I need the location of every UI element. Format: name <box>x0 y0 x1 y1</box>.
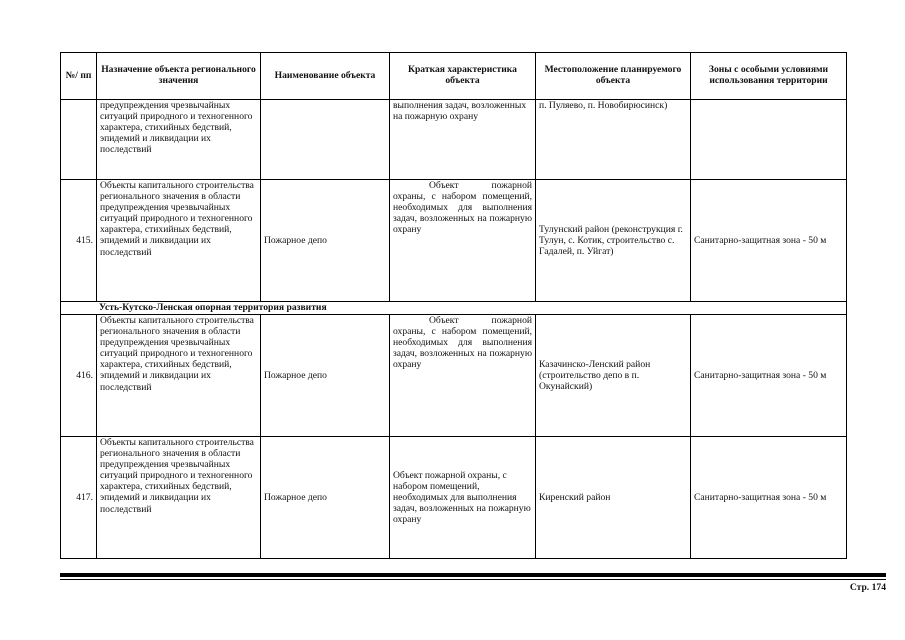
header-brief: Краткая характеристика объекта <box>390 53 536 100</box>
cell-brief <box>390 180 536 302</box>
table-row <box>61 180 847 302</box>
cell-num: 417. <box>61 437 97 559</box>
table-row-continued <box>61 100 847 180</box>
cell-name: Пожарное депо <box>261 437 390 559</box>
cell-num <box>61 100 97 180</box>
page-number: Стр. 174 <box>849 582 886 593</box>
cell-name: Пожарное депо <box>261 180 390 302</box>
header-zones: Зоны с особыми условиями использования территории <box>691 53 847 100</box>
cell-location: Казачинско-Ленский район (строительство депо в п. Окунайский) <box>536 315 691 437</box>
cell-brief-text: Объект пожарной охраны, с набором помещений, необходимых для выполнения задач, возложенных на пожарную охрану <box>393 315 532 371</box>
cell-location: Тулунский район (реконструкция г. Тулун, с. Котик, строительство с. Гадалей, п. Уйгат) <box>536 180 691 302</box>
cell-location: Киренский район <box>536 437 691 559</box>
cell-zones: Санитарно-защитная зона - 50 м <box>691 180 847 302</box>
footer-rule-thick <box>60 573 886 577</box>
section-title: Усть-Кутско-Ленская опорная территория развития <box>61 302 847 315</box>
cell-brief-text: Объект пожарной охраны, с набором помещений, необходимых для выполнения задач, возложенных на пожарную охрану <box>393 180 532 236</box>
cell-location: п. Пуляево, п. Новобирюсинск) <box>536 100 691 180</box>
cell-purpose: Объекты капитального строительства регионального значения в области предупреждения чрезвычайных ситуаций природного и техногенного характера, стихийных бедствий, эпидемий и ликвидации их последствий <box>97 180 261 302</box>
cell-zones: Санитарно-защитная зона - 50 м <box>691 437 847 559</box>
header-name: Наименование объекта <box>261 53 390 100</box>
cell-num: 415. <box>61 180 97 302</box>
header-num: №/ пп <box>61 53 97 100</box>
cell-name <box>261 100 390 180</box>
table-row <box>61 315 847 437</box>
cell-brief: выполнения задач, возложенных на пожарную охрану <box>390 100 536 180</box>
section-row <box>61 302 847 315</box>
cell-brief <box>390 315 536 437</box>
table-row <box>61 437 847 559</box>
header-location: Местоположение планируемого объекта <box>536 53 691 100</box>
header-purpose: Назначение объекта регионального значения <box>97 53 261 100</box>
cell-zones: Санитарно-защитная зона - 50 м <box>691 315 847 437</box>
cell-purpose: Объекты капитального строительства регионального значения в области предупреждения чрезвычайных ситуаций природного и техногенного характера, стихийных бедствий, эпидемий и ликвидации их последствий <box>97 437 261 559</box>
regional-objects-table <box>60 52 847 559</box>
cell-purpose: предупреждения чрезвычайных ситуаций природного и техногенного характера, стихийных бедствий, эпидемий и ликвидации их последствий <box>97 100 261 180</box>
cell-name: Пожарное депо <box>261 315 390 437</box>
table-header-row <box>61 53 847 100</box>
cell-num: 416. <box>61 315 97 437</box>
cell-brief: Объект пожарной охраны, с набором помещений, необходимых для выполнения задач, возложенных на пожарную охрану <box>390 437 536 559</box>
cell-zones <box>691 100 847 180</box>
footer-rule-thin <box>60 579 886 580</box>
cell-purpose: Объекты капитального строительства регионального значения в области предупреждения чрезвычайных ситуаций природного и техногенного характера, стихийных бедствий, эпидемий и ликвидации их последствий <box>97 315 261 437</box>
